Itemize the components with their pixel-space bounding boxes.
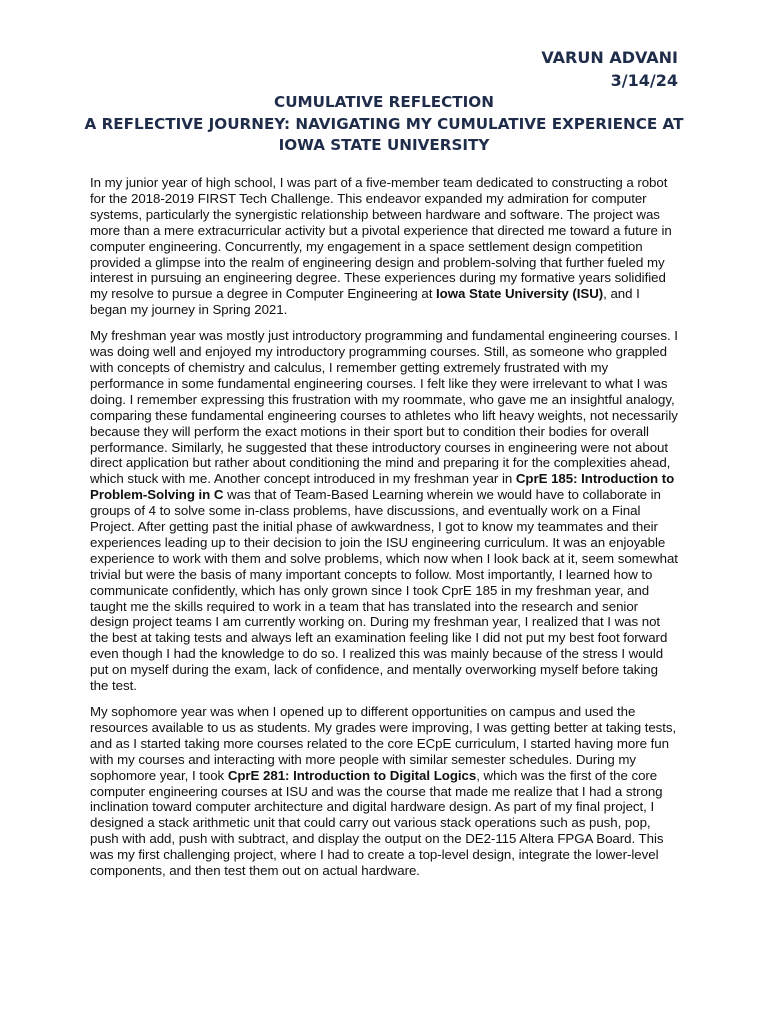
author-name: VARUN ADVANI: [541, 48, 678, 67]
paragraph-1-bold: Iowa State University (ISU): [436, 286, 604, 302]
document-body: [90, 175, 678, 889]
paragraph-3-text-a: My sophomore year was when I opened up to different opportunities on campus and used the resources available to us as students. My grades were improving, I was getting better at taking tests, and as I started taking more courses related to the core ECpE curriculum, I started having more fun with my courses and interacting with more people with similar semester schedules. During my sophomore year, I took: [90, 704, 677, 783]
paragraph-2-bold: CprE 185: Introduction to Problem-Solving in C: [90, 471, 675, 503]
title-line-3: IOWA STATE UNIVERSITY: [278, 136, 490, 154]
paragraph-2: [90, 328, 678, 694]
title-line-1: CUMULATIVE REFLECTION: [274, 93, 494, 111]
document-date: 3/14/24: [610, 71, 678, 90]
paragraph-2-text-a: My freshman year was mostly just introductory programming and fundamental engineering courses. I was doing well and enjoyed my introductory programming courses. Still, as someone who grappled with concepts of chemistry and calculus, I remember getting extremely frustrated with my performance in some fundamental engineering courses. I felt like they were irrelevant to what I was doing. I remember expressing this frustration with my roommate, who gave me an insightful analogy, comparing these fundamental engineering courses to athletes who lift heavy weights, not necessarily because they will perform the exact motions in their sport but to condition their bodies for overall performance. Similarly, he suggested that these introductory courses in engineering were not about direct application but rather about conditioning the mind and preparing it for the complexities ahead, which stuck with me. Another concept introduced in my freshman year in: [90, 328, 678, 487]
paragraph-1: [90, 175, 678, 318]
paragraph-3-bold: CprE 281: Introduction to Digital Logics: [227, 767, 477, 783]
document-title: [0, 92, 768, 157]
title-line-2: A REFLECTIVE JOURNEY: NAVIGATING MY CUMULATIVE EXPERIENCE AT: [84, 114, 684, 133]
paragraph-2-text-b: was that of Team-Based Learning wherein we would have to collaborate in groups of 4 to solve some in-class problems, have discussions, and eventually work on a Final Project. After getting past the initial phase of awkwardness, I got to know my teammates and their experiences leading up to their decision to join the ISU engineering curriculum. It was an enjoyable experience to work with them and solve problems, which now when I look back at it, seem somewhat trivial but were the basis of many important concepts to follow. Most importantly, I learned how to communicate confidently, which has only grown since I took CprE 185 in my freshman year, and taught me the skills required to work in a team that has translated into the research and senior design project teams I am currently working on. During my freshman year, I realized that I was not the best at taking tests and always left an examination feeling like I did not put my best foot forward even though I had the knowledge to do so. I realized this was mainly because of the stress I would put on myself during the exam, lack of confidence, and mentally overworking myself before taking the test.: [90, 487, 678, 694]
paragraph-1-text-b: , and I began my journey in Spring 2021.: [90, 286, 640, 318]
paragraph-3: [90, 704, 678, 879]
paragraph-3-text-b: , which was the first of the core computer engineering courses at ISU and was the course that made me realize that I had a strong inclination toward computer architecture and digital hardware design. As part of my final project, I designed a stack arithmetic unit that could carry out various stack operations such as push, pop, push with add, push with subtract, and display the output on the DE2-115 Altera FPGA Board. This was my first challenging project, where I had to create a top-level design, integrate the lower-level components, and then test them out on actual hardware.: [90, 767, 664, 879]
paragraph-1-text-a: In my junior year of high school, I was part of a five-member team dedicated to constructing a robot for the 2018-2019 FIRST Tech Challenge. This endeavor expanded my admiration for computer systems, particularly the synergistic relationship between hardware and software. The project was more than a mere extracurricular activity but a pivotal experience that directed me toward a future in computer engineering. Concurrently, my engagement in a space settlement design competition provided a glimpse into the realm of engineering design and problem-solving that further fueled my interest in pursuing an engineering degree. These experiences during my formative years solidified my resolve to pursue a degree in Computer Engineering at: [90, 175, 672, 302]
document-header: [541, 46, 678, 92]
